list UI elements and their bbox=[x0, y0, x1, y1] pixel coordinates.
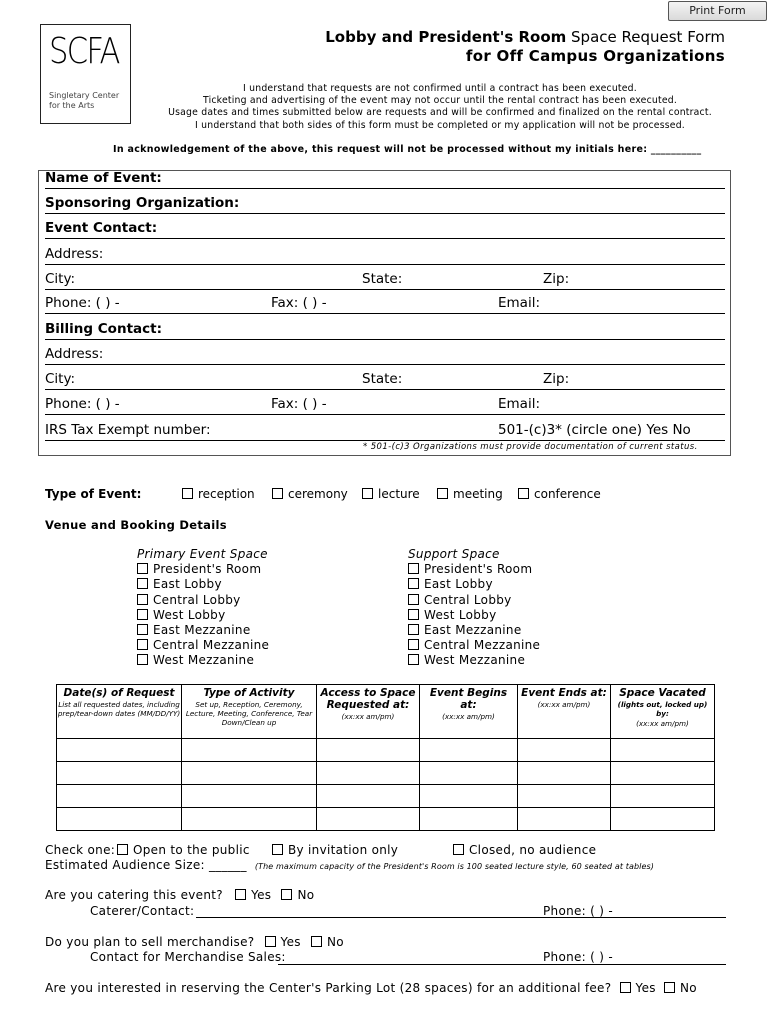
table-cell[interactable] bbox=[317, 739, 420, 762]
table-cell[interactable] bbox=[518, 785, 611, 808]
parking-no-checkbox[interactable] bbox=[664, 982, 675, 993]
table-cell[interactable] bbox=[420, 762, 518, 785]
col-sub: (xx:xx am/pm) bbox=[341, 712, 395, 721]
checkbox[interactable] bbox=[408, 594, 419, 605]
primary-space-heading: Primary Event Space bbox=[137, 547, 268, 561]
email-label: Email: bbox=[498, 295, 541, 311]
yes-label: Yes bbox=[635, 981, 656, 995]
col-title: Event Ends at: bbox=[521, 687, 607, 699]
checkbox[interactable] bbox=[408, 563, 419, 574]
phone-label: Phone: ( ) - bbox=[45, 295, 120, 311]
space-label: Central Mezzanine bbox=[424, 638, 541, 653]
col-sub: List all requested dates, including prep/tear-down dates (MM/DD/YY) bbox=[57, 700, 181, 718]
city-label: City: bbox=[45, 371, 76, 387]
checkbox[interactable] bbox=[137, 609, 148, 620]
parking-question-text: Are you interested in reserving the Center's Parking Lot (28 spaces) for an additional fee? bbox=[45, 981, 612, 995]
sponsor-field[interactable] bbox=[45, 194, 725, 214]
space-label: Central Lobby bbox=[424, 592, 512, 607]
parking-yes-checkbox[interactable] bbox=[620, 982, 631, 993]
request-table bbox=[56, 684, 715, 831]
audience-note: (The maximum capacity of the President's Room is 100 seated lecture style, 60 seated at tables) bbox=[254, 862, 654, 871]
checkbox[interactable] bbox=[362, 488, 373, 499]
table-cell[interactable] bbox=[611, 739, 715, 762]
col-activity bbox=[182, 685, 317, 739]
title-line-2: for Off Campus Organizations bbox=[465, 47, 725, 65]
501c3-circle-choice[interactable]: 501-(c)3* (circle one) Yes No bbox=[498, 422, 691, 438]
col-begins bbox=[420, 685, 518, 739]
col-ends bbox=[518, 685, 611, 739]
billing-address-field[interactable] bbox=[45, 345, 725, 365]
access-invite-option[interactable] bbox=[272, 843, 398, 857]
option-label: Closed, no audience bbox=[469, 843, 597, 857]
space-label: East Lobby bbox=[424, 577, 493, 592]
option-label: ceremony bbox=[288, 487, 348, 501]
checkbox[interactable] bbox=[518, 488, 529, 499]
space-label: West Mezzanine bbox=[153, 653, 255, 668]
irs-tax-exempt-row[interactable] bbox=[45, 421, 725, 441]
primary-space-item[interactable] bbox=[137, 638, 269, 653]
form-title bbox=[325, 28, 725, 66]
table-row bbox=[57, 785, 715, 808]
checkbox[interactable] bbox=[408, 654, 419, 665]
merch-question bbox=[45, 935, 344, 949]
table-row bbox=[57, 739, 715, 762]
checkbox[interactable] bbox=[272, 488, 283, 499]
option-label: meeting bbox=[453, 487, 503, 501]
support-space-item[interactable] bbox=[408, 638, 540, 653]
merch-contact-label: Contact for Merchandise Sales: bbox=[90, 950, 286, 964]
primary-space-item[interactable] bbox=[137, 608, 269, 623]
notice-line: Usage dates and times submitted below are requests and will be confirmed and finalized on the rental contract. bbox=[168, 107, 712, 119]
checkbox[interactable] bbox=[272, 844, 283, 855]
support-space-heading: Support Space bbox=[408, 547, 500, 561]
catering-question bbox=[45, 888, 314, 902]
venue-heading: Venue and Booking Details bbox=[45, 518, 227, 532]
primary-space-item[interactable] bbox=[137, 593, 269, 608]
space-label: East Mezzanine bbox=[424, 623, 522, 638]
col-title: Event Begins at: bbox=[429, 687, 508, 711]
terms-notice bbox=[150, 83, 730, 132]
space-label: West Lobby bbox=[424, 607, 497, 622]
catering-no-checkbox[interactable] bbox=[281, 889, 292, 900]
table-cell[interactable] bbox=[182, 762, 317, 785]
scfa-logo bbox=[40, 24, 131, 124]
state-label: State: bbox=[362, 271, 403, 287]
billing-contact-label: Billing Contact: bbox=[45, 321, 162, 337]
event-contact-field[interactable] bbox=[45, 219, 725, 239]
merch-contact-line[interactable] bbox=[278, 964, 726, 965]
primary-space-list bbox=[137, 547, 269, 669]
checkbox[interactable] bbox=[437, 488, 448, 499]
merch-yes-checkbox[interactable] bbox=[265, 936, 276, 947]
col-vacated bbox=[611, 685, 715, 739]
caterer-contact-label: Caterer/Contact: bbox=[90, 904, 195, 918]
title-bold: Lobby and President's Room bbox=[325, 28, 567, 46]
option-label: lecture bbox=[378, 487, 420, 501]
501c3-note: * 501-(c)3 Organizations must provide documentation of current status. bbox=[363, 442, 698, 452]
primary-space-item[interactable] bbox=[137, 577, 269, 592]
merch-phone-label: Phone: ( ) - bbox=[543, 950, 613, 964]
space-label: President's Room bbox=[424, 562, 533, 577]
email-label: Email: bbox=[498, 396, 541, 412]
option-label: By invitation only bbox=[288, 843, 399, 857]
caterer-phone-label: Phone: ( ) - bbox=[543, 904, 613, 918]
yes-label: Yes bbox=[280, 935, 301, 949]
notice-line: Ticketing and advertising of the event may not occur until the rental contract has been executed. bbox=[203, 95, 677, 107]
table-row bbox=[57, 808, 715, 831]
audience-label: Estimated Audience Size: ______ bbox=[45, 858, 247, 872]
audience-size-row[interactable] bbox=[45, 858, 654, 872]
state-label: State: bbox=[362, 371, 403, 387]
col-sub: (xx:xx am/pm) bbox=[442, 712, 495, 721]
city-label: City: bbox=[45, 271, 76, 287]
checkbox[interactable] bbox=[453, 844, 464, 855]
checkbox[interactable] bbox=[137, 578, 148, 589]
space-label: East Lobby bbox=[153, 577, 222, 592]
address-field[interactable] bbox=[45, 245, 725, 265]
col-dates bbox=[57, 685, 182, 739]
checkbox[interactable] bbox=[137, 639, 148, 650]
space-label: West Mezzanine bbox=[424, 653, 526, 668]
option-ceremony[interactable] bbox=[272, 487, 348, 501]
primary-space-item[interactable] bbox=[137, 623, 269, 638]
table-cell[interactable] bbox=[317, 785, 420, 808]
notice-line: I understand that both sides of this form must be completed or my application will not be processed. bbox=[195, 119, 685, 131]
access-label: Check one: bbox=[45, 843, 116, 857]
table-cell[interactable] bbox=[611, 762, 715, 785]
fax-label: Fax: ( ) - bbox=[271, 295, 327, 311]
logo-sub-line-1: Singletary Center bbox=[49, 91, 120, 100]
catering-question-text: Are you catering this event? bbox=[45, 888, 223, 902]
option-lecture[interactable] bbox=[362, 487, 420, 501]
table-cell[interactable] bbox=[317, 808, 420, 831]
table-cell[interactable] bbox=[317, 762, 420, 785]
catering-yes-checkbox[interactable] bbox=[235, 889, 246, 900]
print-form-button[interactable]: Print Form bbox=[668, 1, 767, 21]
option-conference[interactable] bbox=[518, 487, 601, 501]
table-cell[interactable] bbox=[611, 785, 715, 808]
option-label: Open to the public bbox=[133, 843, 250, 857]
access-open-option[interactable] bbox=[117, 843, 250, 857]
option-label: conference bbox=[534, 487, 601, 501]
checkbox[interactable] bbox=[137, 594, 148, 605]
address-label: Address: bbox=[45, 246, 104, 262]
checkbox[interactable] bbox=[408, 609, 419, 620]
support-space-item[interactable] bbox=[408, 577, 540, 592]
table-cell[interactable] bbox=[57, 785, 182, 808]
table-header-row bbox=[57, 685, 715, 739]
title-rest: Space Request Form bbox=[566, 28, 725, 46]
fax-label: Fax: ( ) - bbox=[271, 396, 327, 412]
support-space-item[interactable] bbox=[408, 653, 540, 668]
support-space-item[interactable] bbox=[408, 562, 540, 577]
sponsor-label: Sponsoring Organization: bbox=[45, 195, 240, 211]
table-row bbox=[57, 762, 715, 785]
yes-label: Yes bbox=[251, 888, 272, 902]
space-label: President's Room bbox=[153, 562, 262, 577]
table-cell[interactable] bbox=[420, 808, 518, 831]
support-space-item[interactable] bbox=[408, 608, 540, 623]
no-label: No bbox=[326, 935, 344, 949]
zip-label: Zip: bbox=[543, 271, 570, 287]
address-label: Address: bbox=[45, 346, 104, 362]
billing-contact-field[interactable] bbox=[45, 320, 725, 340]
billing-city-state-zip-row[interactable] bbox=[45, 370, 725, 390]
event-name-label: Name of Event: bbox=[45, 170, 162, 186]
table-cell[interactable] bbox=[57, 762, 182, 785]
col-title: Date(s) of Request bbox=[63, 687, 175, 699]
col-title: Type of Activity bbox=[203, 687, 295, 699]
logo-abbrev: SCFA bbox=[49, 31, 119, 72]
no-label: No bbox=[679, 981, 697, 995]
space-label: West Lobby bbox=[153, 607, 226, 622]
space-label: East Mezzanine bbox=[153, 623, 251, 638]
irs-label: IRS Tax Exempt number: bbox=[45, 422, 211, 438]
zip-label: Zip: bbox=[543, 371, 570, 387]
checkbox[interactable] bbox=[408, 624, 419, 635]
table-cell[interactable] bbox=[518, 808, 611, 831]
table-cell[interactable] bbox=[57, 739, 182, 762]
table-cell[interactable] bbox=[420, 785, 518, 808]
city-state-zip-row[interactable] bbox=[45, 270, 725, 290]
event-name-field[interactable] bbox=[45, 169, 725, 189]
parking-question bbox=[45, 981, 697, 995]
event-type-label: Type of Event: bbox=[45, 487, 142, 501]
merch-question-text: Do you plan to sell merchandise? bbox=[45, 935, 255, 949]
caterer-contact-line[interactable] bbox=[196, 917, 726, 918]
logo-subtitle bbox=[49, 91, 119, 111]
table-cell[interactable] bbox=[611, 808, 715, 831]
table-cell[interactable] bbox=[518, 739, 611, 762]
col-sub: (xx:xx am/pm) bbox=[537, 700, 591, 709]
table-cell[interactable] bbox=[420, 739, 518, 762]
checkbox[interactable] bbox=[408, 639, 419, 650]
initials-acknowledgement[interactable]: In acknowledgement of the above, this request will not be processed without my initials here: __________ bbox=[113, 144, 702, 155]
access-closed-option[interactable] bbox=[453, 843, 596, 857]
phone-fax-email-row[interactable] bbox=[45, 294, 725, 314]
checkbox[interactable] bbox=[137, 654, 148, 665]
checkbox[interactable] bbox=[137, 624, 148, 635]
checkbox[interactable] bbox=[182, 488, 193, 499]
event-contact-label: Event Contact: bbox=[45, 220, 158, 236]
access-row bbox=[45, 843, 115, 857]
option-meeting[interactable] bbox=[437, 487, 503, 501]
checkbox[interactable] bbox=[408, 578, 419, 589]
table-cell[interactable] bbox=[182, 808, 317, 831]
col-access bbox=[317, 685, 420, 739]
col-sub-bold: (lights out, locked up) by: bbox=[617, 700, 708, 718]
col-title: Access to Space Requested at: bbox=[320, 687, 416, 711]
logo-sub-line-2: for the Arts bbox=[49, 101, 95, 110]
table-cell[interactable] bbox=[182, 739, 317, 762]
notice-line: I understand that requests are not confirmed until a contract has been executed. bbox=[243, 83, 637, 94]
space-label: Central Mezzanine bbox=[153, 638, 270, 653]
support-space-list bbox=[408, 547, 540, 669]
col-sub: (xx:xx am/pm) bbox=[636, 719, 689, 728]
primary-space-item[interactable] bbox=[137, 562, 269, 577]
phone-label: Phone: ( ) - bbox=[45, 396, 120, 412]
table-cell[interactable] bbox=[518, 762, 611, 785]
table-cell[interactable] bbox=[182, 785, 317, 808]
no-label: No bbox=[297, 888, 315, 902]
option-label: reception bbox=[198, 487, 255, 501]
col-title: Space Vacated bbox=[619, 687, 706, 699]
support-space-item[interactable] bbox=[408, 623, 540, 638]
table-cell[interactable] bbox=[57, 808, 182, 831]
space-label: Central Lobby bbox=[153, 592, 241, 607]
support-space-item[interactable] bbox=[408, 593, 540, 608]
primary-space-item[interactable] bbox=[137, 653, 269, 668]
merch-no-checkbox[interactable] bbox=[311, 936, 322, 947]
checkbox[interactable] bbox=[117, 844, 128, 855]
option-reception[interactable] bbox=[182, 487, 255, 501]
checkbox[interactable] bbox=[137, 563, 148, 574]
billing-phone-fax-email-row[interactable] bbox=[45, 395, 725, 415]
col-sub: Set up, Reception, Ceremony, Lecture, Meeting, Conference, Tear Down/Clean up bbox=[185, 700, 313, 727]
